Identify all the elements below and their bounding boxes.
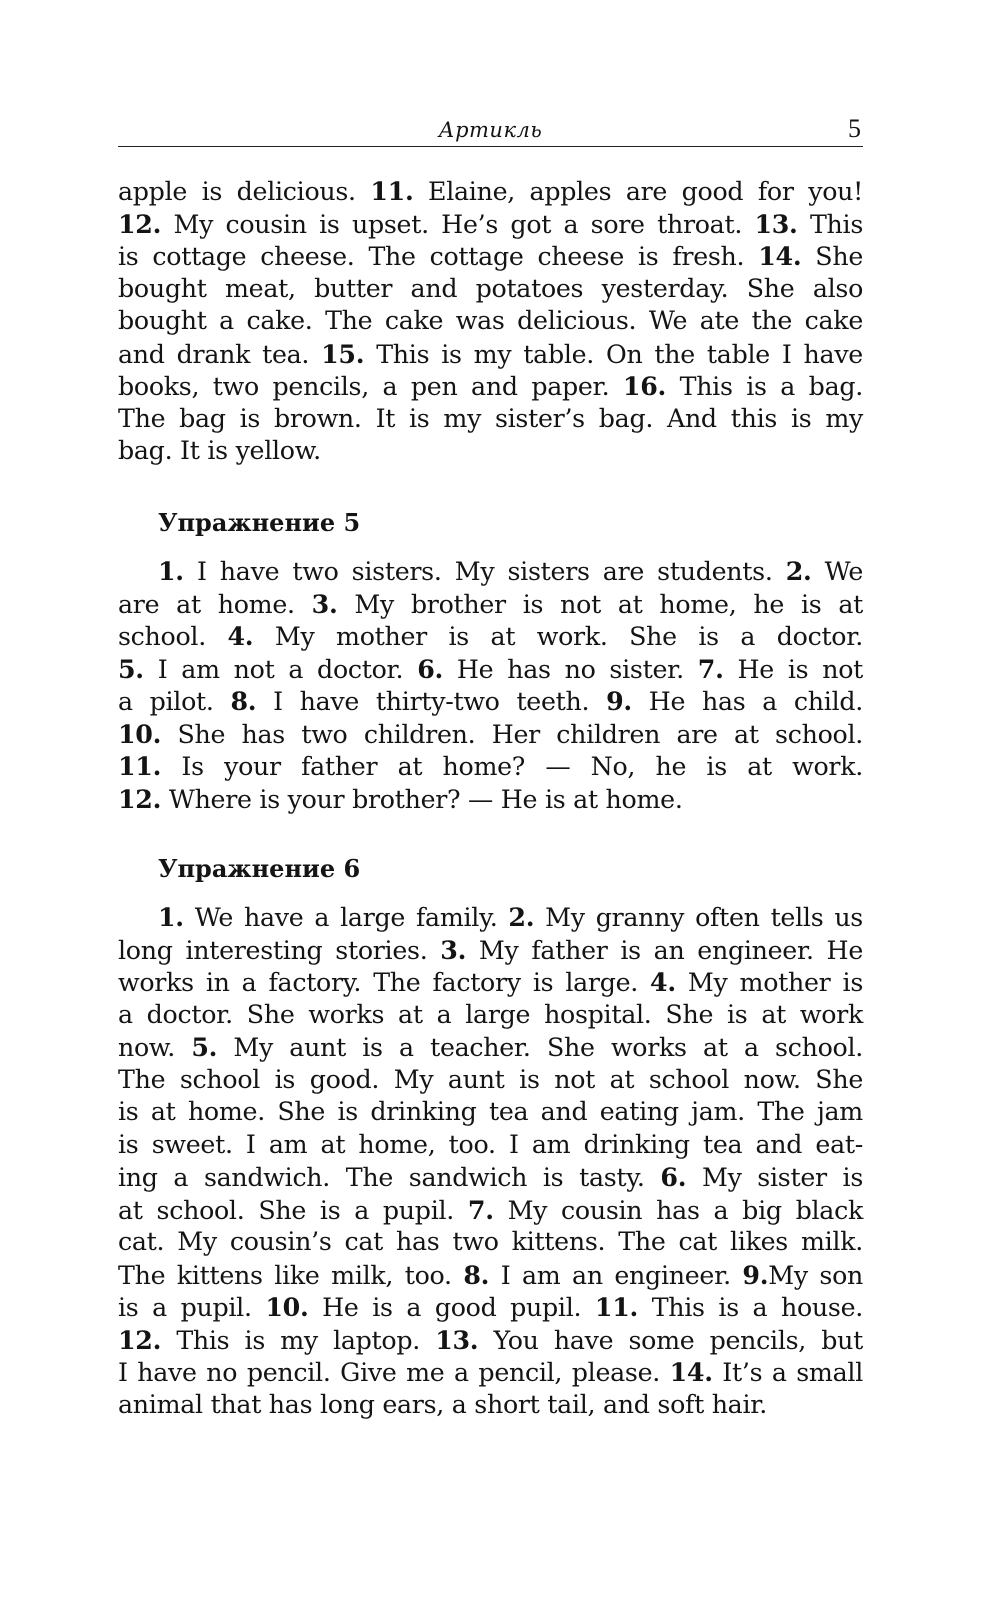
item-number: 5. <box>191 1032 218 1062</box>
item-number: 3. <box>440 934 467 965</box>
item-number: 8. <box>463 1259 490 1290</box>
text-line <box>118 999 863 1032</box>
text-run: He is a good pupil. <box>308 1293 595 1322</box>
text-run: Is your father at home? — No, he is at work. <box>161 752 863 781</box>
text-run: We <box>811 557 863 586</box>
text-run: This is a house. <box>638 1293 863 1322</box>
text-line <box>118 718 863 751</box>
item-number: 10. <box>118 718 162 749</box>
item-number: 7. <box>467 1194 494 1225</box>
text-run: My brother is not at home, he is at <box>337 589 863 619</box>
text-run: My aunt is a teacher. She works at a school. <box>217 1033 863 1062</box>
text-run: He is not <box>723 654 863 684</box>
text-run: My mother is <box>675 968 863 997</box>
running-header <box>118 112 863 147</box>
item-number: 11. <box>370 176 414 206</box>
text-run: We have a large family. <box>183 903 509 932</box>
text-run: He has no sister. <box>443 654 698 684</box>
item-number: 7. <box>697 653 724 684</box>
text-line <box>118 1356 863 1389</box>
text-line <box>118 783 863 816</box>
text-run: school. <box>118 622 228 651</box>
text-line <box>118 934 863 967</box>
text-run: This is my table. On the table I have <box>364 339 863 369</box>
item-number: 6. <box>417 653 444 684</box>
text-run: It’s a small <box>712 1358 863 1387</box>
text-line <box>118 588 863 621</box>
item-number: 3. <box>311 588 338 619</box>
item-number: 5. <box>118 653 144 684</box>
exercise-5-heading: Упражнение 5 <box>158 508 361 537</box>
text-run: long interesting stories. <box>118 935 441 965</box>
item-number: 11. <box>118 751 162 781</box>
text-line <box>118 338 863 371</box>
text-run: The school is good. My aunt is not at school now. She <box>118 1064 863 1094</box>
item-number: 13. <box>754 208 798 239</box>
running-title: Артикль <box>438 118 543 142</box>
exercise-6-heading: Упражнение 6 <box>158 854 361 883</box>
text-line <box>118 685 863 718</box>
text-run: are at home. <box>118 589 312 619</box>
text-line <box>118 1161 863 1194</box>
text-line <box>118 1194 863 1227</box>
text-run: My sister is <box>686 1163 864 1192</box>
text-run: I am an engineer. <box>489 1260 743 1290</box>
text-run: is a pupil. <box>118 1293 266 1322</box>
text-run: bought meat, butter and potatoes yesterday. She also <box>118 273 863 303</box>
text-line <box>118 370 863 403</box>
text-run: a doctor. She works at a large hospital. She is at work <box>118 999 863 1029</box>
text-run: The bag is brown. It is my sister’s bag. And this is my <box>118 403 863 433</box>
text-run: My father is an engineer. He <box>466 935 863 965</box>
text-run: My cousin is upset. He’s got a sore throat. <box>161 209 755 239</box>
text-line <box>118 750 863 783</box>
text-line <box>118 1096 863 1129</box>
item-number: 8. <box>230 686 257 716</box>
text-run: She <box>801 242 863 271</box>
text-line <box>118 1389 863 1422</box>
text-line <box>118 1226 863 1259</box>
text-run: ing a sandwich. The sandwich is tasty. <box>118 1163 661 1192</box>
text-line <box>118 1259 863 1292</box>
text-line <box>118 966 863 999</box>
text-run: He has a child. <box>631 687 863 716</box>
text-run: My granny often tells us <box>534 903 863 932</box>
item-number: 10. <box>265 1292 309 1322</box>
text-run: works in a factory. The factory is large. <box>118 968 651 997</box>
text-run: books, two pencils, a pen and paper. <box>118 372 623 401</box>
item-number: 12. <box>118 783 162 814</box>
text-run: and drank tea. <box>118 339 322 369</box>
text-line <box>118 620 863 653</box>
item-number: 12. <box>118 208 162 239</box>
text-run: This <box>797 209 863 239</box>
text-run: is sweet. I am at home, too. I am drinking tea and eat- <box>118 1129 863 1159</box>
item-number: 14. <box>669 1357 713 1387</box>
text-line <box>118 1064 863 1097</box>
text-run: is cottage cheese. The cottage cheese is fresh. <box>118 242 759 271</box>
exercise-5-text <box>118 555 863 815</box>
text-run: I have thirty-two teeth. <box>256 687 607 716</box>
text-line <box>118 1324 863 1357</box>
text-line <box>118 403 863 436</box>
item-number: 1. <box>158 902 184 932</box>
text-run: You have some pencils, but <box>478 1325 863 1355</box>
text-run: I am not a doctor. <box>143 654 418 684</box>
item-number: 4. <box>227 621 254 651</box>
text-run: animal that has long ears, a short tail, and soft hair. <box>118 1389 768 1419</box>
text-run: apple is delicious. <box>118 177 371 206</box>
item-number: 13. <box>435 1324 479 1355</box>
text-line <box>118 1031 863 1064</box>
text-line <box>118 273 863 306</box>
item-number: 9. <box>742 1259 769 1290</box>
item-number: 1. <box>158 556 184 586</box>
text-line <box>118 901 863 934</box>
text-run: bought a cake. The cake was delicious. We ate the cake <box>118 306 863 335</box>
text-run: now. <box>118 1033 192 1062</box>
text-run: The kittens like milk, too. <box>118 1260 464 1290</box>
item-number: 12. <box>118 1324 162 1355</box>
text-run: cat. My cousin’s cat has two kittens. The cat likes milk. <box>118 1227 863 1256</box>
text-run: I have two sisters. My sisters are students. <box>183 557 786 586</box>
text-run: My cousin has a big black <box>493 1195 863 1225</box>
text-line <box>118 653 863 686</box>
item-number: 15. <box>321 338 365 369</box>
item-number: 2. <box>785 556 812 586</box>
text-line <box>118 240 863 273</box>
text-run: bag. It is yellow. <box>118 436 321 465</box>
text-run: I have no pencil. Give me a pencil, please. <box>118 1358 670 1387</box>
text-run: My mother is at work. She is a doctor. <box>253 622 863 651</box>
text-run: This is my laptop. <box>161 1325 436 1355</box>
text-run: My son <box>768 1260 863 1290</box>
item-number: 2. <box>508 902 535 932</box>
text-run: She has two children. Her children are at school. <box>161 719 863 749</box>
text-line <box>118 1129 863 1162</box>
item-number: 16. <box>622 371 667 401</box>
item-number: 6. <box>660 1162 687 1192</box>
text-run: Where is your brother? — He is at home. <box>161 784 683 814</box>
text-line <box>118 435 863 468</box>
text-line <box>118 1291 863 1324</box>
text-line <box>118 305 863 338</box>
text-run: Elaine, apples are good for you! <box>413 177 863 206</box>
item-number: 11. <box>594 1292 639 1322</box>
text-line <box>118 208 863 241</box>
item-number: 9. <box>606 686 632 716</box>
text-run: is at home. She is drinking tea and eating jam. The jam <box>118 1097 863 1126</box>
text-run: at school. She is a pupil. <box>118 1195 468 1225</box>
exercise-6-text <box>118 901 863 1421</box>
text-line <box>118 175 863 208</box>
item-number: 4. <box>650 967 676 997</box>
item-number: 14. <box>758 241 802 271</box>
text-line <box>118 555 863 588</box>
text-run: This is a bag. <box>666 372 863 401</box>
page-number: 5 <box>848 114 861 143</box>
intro-text <box>118 175 863 468</box>
text-run: a pilot. <box>118 687 231 716</box>
